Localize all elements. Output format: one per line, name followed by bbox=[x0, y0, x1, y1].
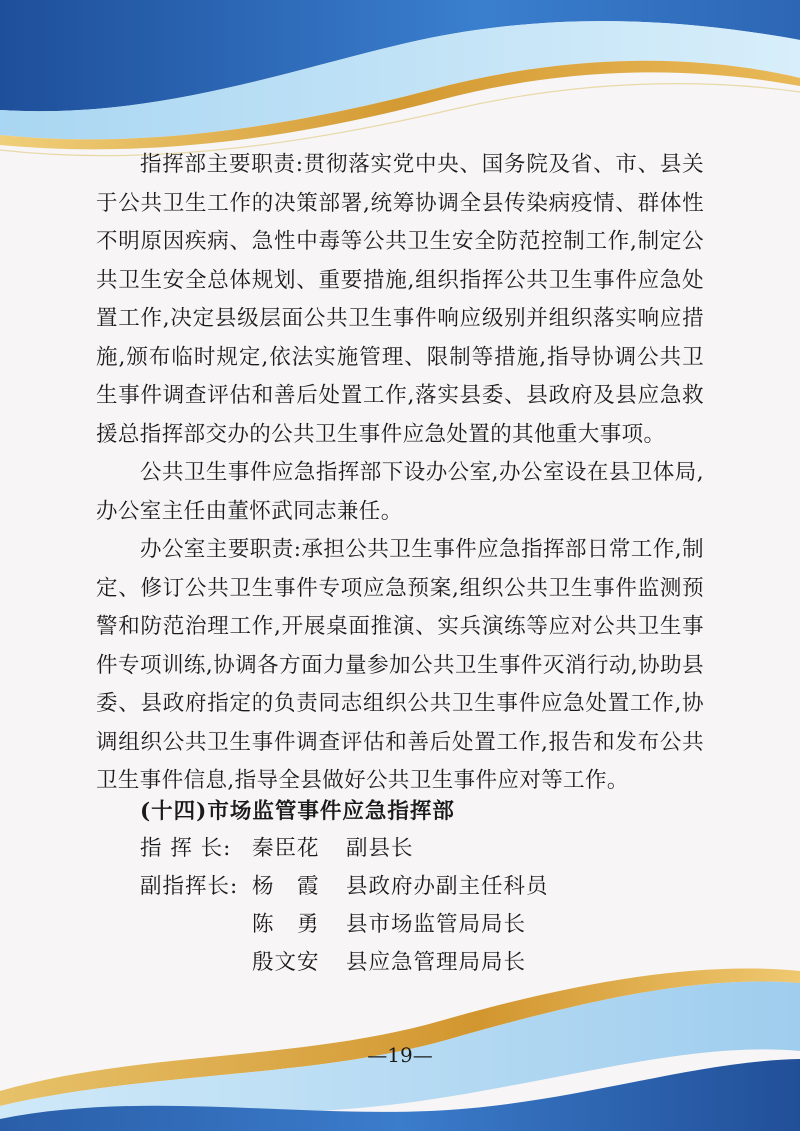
roster-name: 殷文安 bbox=[252, 950, 320, 975]
roster-name: 陈 勇 bbox=[252, 912, 320, 937]
section-heading: (十四)市场监管事件应急指挥部 bbox=[140, 799, 455, 824]
commander-duties-paragraph bbox=[96, 146, 704, 454]
roster-title: 县市场监管局局长 bbox=[346, 912, 527, 937]
roster-name: 秦臣花 bbox=[252, 836, 320, 861]
page-number: —19— bbox=[367, 1043, 433, 1067]
roster-role: 副指挥长: bbox=[140, 874, 239, 899]
roster-title: 副县长 bbox=[346, 836, 414, 861]
roster-title: 县应急管理局局长 bbox=[346, 950, 527, 975]
office-duties-text: 承担公共卫生事件应急指挥部日常工作,制定、修订公共卫生事件专项应急预案,组织公共卫生事件监测预警和防范治理工作,开展桌面推演、实兵演练等应对公共卫生事件专项训练,协调各方面力量参加公共卫生事件灭消行动,协助县委、县政府指定的负责同志组织公共卫生事件应急处置工作,协调组织公共卫生事件调查评估和善后处置工作,报告和发布公共卫生事件信息,指导全县做好公共卫生事件应对等工作。 bbox=[96, 537, 705, 793]
commander-duties-lead: 指挥部主要职责: bbox=[140, 152, 304, 177]
office-setup-paragraph: 公共卫生事件应急指挥部下设办公室,办公室设在县卫体局, 办公室主任由董怀武同志兼任。 bbox=[96, 460, 704, 524]
commander-duties-text: 贯彻落实党中央、国务院及省、市、县关于公共卫生工作的决策部署,统筹协调全县传染病疫情、群体性不明原因疾病、急性中毒等公共卫生安全防范控制工作,制定公共卫生安全总体规划、重要措施,组织指挥公共卫生事件应急处置工作,决定县级层面公共卫生事件响应级别并组织落实响应措施,颁布临时规定,依法实施管理、限制等措施,指导协调公共卫生事件调查评估和善后处置工作,落实县委、县政府及县应急救援总指挥部交办的公共卫生事件应急处置的其他重大事项。 bbox=[96, 152, 704, 447]
roster-title: 县政府办副主任科员 bbox=[346, 874, 549, 899]
office-duties-paragraph bbox=[96, 531, 704, 801]
roster-name: 杨 霞 bbox=[252, 874, 320, 899]
office-duties-lead: 办公室主要职责: bbox=[140, 537, 302, 562]
roster-role: 指 挥 长: bbox=[140, 836, 232, 861]
